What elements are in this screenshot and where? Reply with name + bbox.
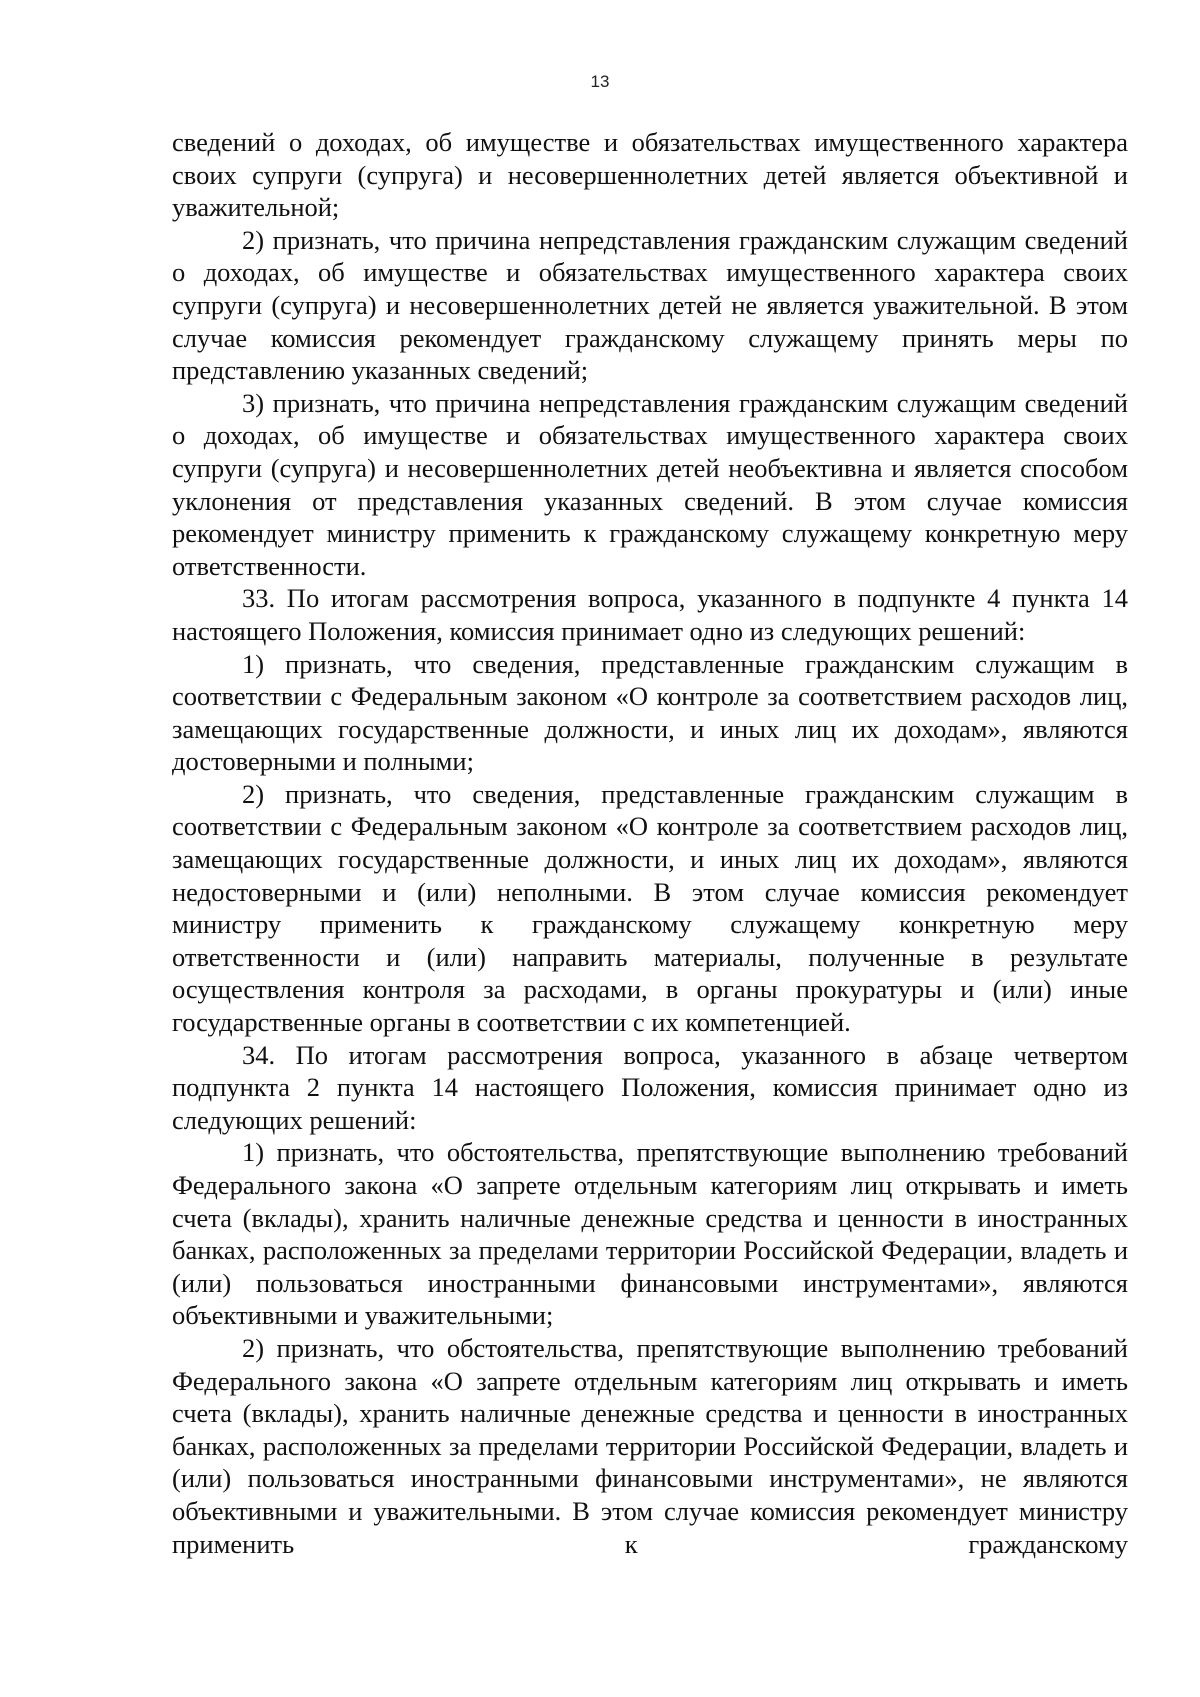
paragraph-33-heading: 33. По итогам рассмотрения вопроса, указанного в подпункте 4 пункта 14 настоящего Положения, комиссия принимает одно из следующих решений: — [172, 583, 1128, 646]
paragraph-33-item-1: 1) признать, что сведения, представленные гражданским служащим в соответствии с Федеральным законом «О контроле за соответствием расходов лиц, замещающих государственные должности, и иных лиц их доходам», являются достоверными и полными; — [172, 648, 1128, 777]
paragraph-34-item-1: 1) признать, что обстоятельства, препятствующие выполнению требований Федерального закона «О запрете отдельным категориям лиц открывать и иметь счета (вклады), хранить наличные денежные средства и ценности в иностранных банках, расположенных за пределами территории Российской Федерации, владеть и (или) пользоваться иностранными финансовыми инструментами», являются объективными и уважительными; — [172, 1137, 1128, 1331]
paragraph-34-heading: 34. По итогам рассмотрения вопроса, указанного в абзаце четвертом подпункта 2 пункта 14 настоящего Положения, комиссия принимает одно из следующих решений: — [172, 1039, 1128, 1135]
document-body — [172, 126, 1128, 1560]
paragraph-continuation: сведений о доходах, об имуществе и обязательствах имущественного характера своих супруги (супруга) и несовершеннолетних детей является объективной и уважительной; — [172, 127, 1128, 223]
paragraph-item-2-not-valid-reason: 2) признать, что причина непредставления гражданским служащим сведений о доходах, об имуществе и обязательствах имущественного характера своих супруги (супруга) и несовершеннолетних детей не является уважительной. В этом случае комиссия рекомендует гражданскому служащему принять меры по представлению указанных сведений; — [172, 224, 1128, 386]
page-number: 13 — [590, 72, 610, 91]
paragraph-item-3-evasion: 3) признать, что причина непредставления гражданским служащим сведений о доходах, об имуществе и обязательствах имущественного характера своих супруги (супруга) и несовершеннолетних детей необъективна и является способом уклонения от представления указанных сведений. В этом случае комиссия рекомендует министру применить к гражданскому служащему конкретную меру ответственности. — [172, 387, 1128, 581]
paragraph-33-item-2: 2) признать, что сведения, представленные гражданским служащим в соответствии с Федеральным законом «О контроле за соответствием расходов лиц, замещающих государственные должности, и иных лиц их доходам», являются недостоверными и (или) неполными. В этом случае комиссия рекомендует министру применить к гражданскому служащему конкретную меру ответственности и (или) направить материалы, полученные в результате осуществления контроля за расходами, в органы прокуратуры и (или) иные государственные органы в соответствии с их компетенцией. — [172, 778, 1128, 1038]
paragraph-34-item-2: 2) признать, что обстоятельства, препятствующие выполнению требований Федерального закона «О запрете отдельным категориям лиц открывать и иметь счета (вклады), хранить наличные денежные средства и ценности в иностранных банках, расположенных за пределами территории Российской Федерации, владеть и (или) пользоваться иностранными финансовыми инструментами», не являются объективными и уважительными. В этом случае комиссия рекомендует министру применить к гражданскому — [172, 1332, 1128, 1559]
